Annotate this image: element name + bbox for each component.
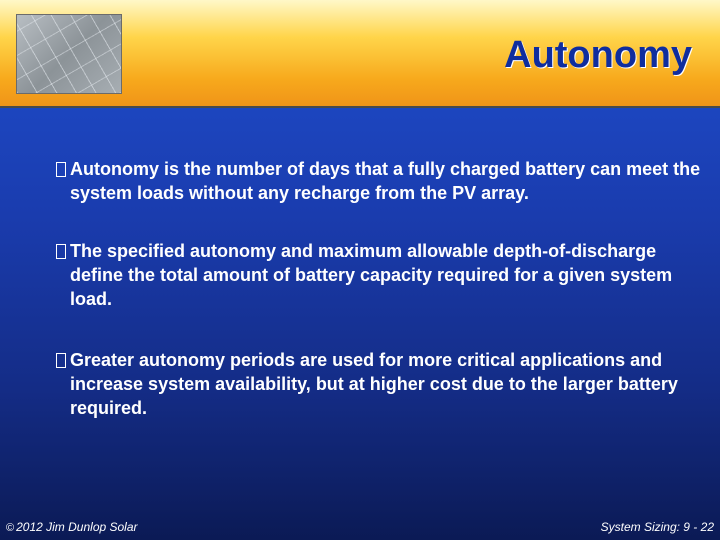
bullet-text: The specified autonomy and maximum allowable depth-of-discharge define the total amount of battery capacity required for a given system load.: [70, 241, 673, 309]
bullet-marker-icon: [58, 348, 70, 372]
bullet-text: Autonomy is the number of days that a fully charged battery can meet the system loads without any recharge from the PV array.: [70, 159, 701, 203]
bullet-text: Greater autonomy periods are used for more critical applications and increase system availability, but at higher cost due to the larger battery required.: [70, 350, 678, 418]
bullet-marker-icon: [58, 239, 70, 263]
footer-page-ref: System Sizing: 9 - 22: [600, 520, 714, 534]
bullet-marker-icon: [58, 157, 70, 181]
copyright-icon: ©: [6, 522, 15, 534]
footer-credit-text: 2012 Jim Dunlop Solar: [16, 520, 138, 534]
solar-panel-logo-icon: [16, 14, 122, 94]
bullet-item: [58, 239, 702, 311]
header-band: [0, 0, 720, 108]
bullet-item: [58, 348, 702, 420]
slide-title: Autonomy: [504, 34, 692, 76]
bullet-item: [58, 157, 702, 205]
footer-credit: [6, 520, 138, 534]
